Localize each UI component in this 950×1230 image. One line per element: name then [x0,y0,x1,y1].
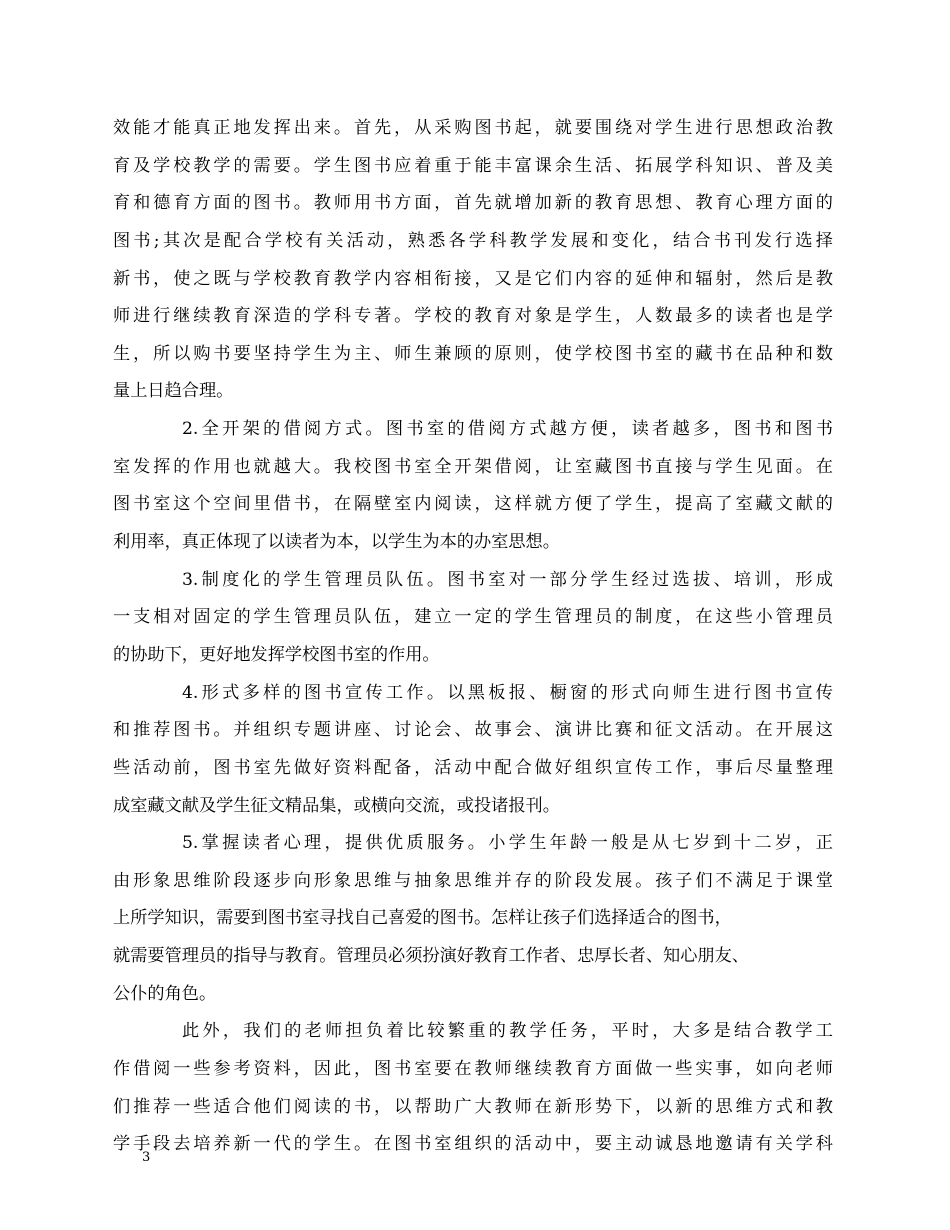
text-line: 育及学校教学的需要。学生图书应着重于能丰富课余生活、拓展学科知识、普及美 [113,155,833,176]
text-line: 上所学知识，需要到图书室寻找自己喜爱的图书。怎样让孩子们选择适合的图书， [113,908,732,929]
text-line: 就需要管理员的指导与教育。管理员必须扮演好教育工作者、忠厚长者、知心朋友、 [113,946,749,967]
text-line: 和推荐图书。并组织专题讲座、讨论会、故事会、演讲比赛和征文活动。在开展这 [113,720,833,741]
text-line: 师进行继续教育深造的学科专著。学校的教育对象是学生，人数最多的读者也是学 [113,306,833,327]
text-line: 效能才能真正地发挥出来。首先，从采购图书起，就要围绕对学生进行思想政治教 [113,118,833,138]
text-line: 些活动前，图书室先做好资料配备，活动中配合做好组织宣传工作，事后尽量整理 [113,757,833,778]
text-line: 量上日趋合理。 [113,381,234,402]
text-line: 们推荐一些适合他们阅读的书，以帮助广大教师在新形势下，以新的思维方式和教 [113,1096,833,1117]
paragraph-first-line: 此外，我们的老师担负着比较繁重的教学任务，平时，大多是结合教学工 [182,1021,833,1042]
text-line: 图书;其次是配合学校有关活动，熟悉各学科教学发展和变化，结合书刊发行选择 [113,230,833,251]
text-line: 一支相对固定的学生管理员队伍，建立一定的学生管理员的制度，在这些小管理员 [113,607,833,628]
text-line: 室发挥的作用也就越大。我校图书室全开架借阅，让室藏图书直接与学生见面。在 [113,456,833,477]
text-line: 生，所以购书要坚持学生为主、师生兼顾的原则，使学校图书室的藏书在品种和数 [113,343,833,364]
text-line: 由形象思维阶段逐步向形象思维与抽象思维并存的阶段发展。孩子们不满足于课堂 [113,870,833,891]
text-line: 成室藏文献及学生征文精品集，或横向交流，或投诸报刊。 [113,795,560,816]
text-line: 的协助下，更好地发挥学校图书室的作用。 [113,644,440,665]
paragraph-first-line: 3.制度化的学生管理员队伍。图书室对一部分学生经过选拔、培训，形成 [182,569,833,590]
page-number: 3 [142,1150,151,1165]
text-line: 新书，使之既与学校教育教学内容相衔接，又是它们内容的延伸和辐射，然后是教 [113,268,833,289]
text-line: 学手段去培养新一代的学生。在图书室组织的活动中，要主动诚恳地邀请有关学科 [113,1134,833,1155]
paragraph-first-line: 5.掌握读者心理，提供优质服务。小学生年龄一般是从七岁到十二岁，正 [182,833,833,854]
body-text [113,110,833,1164]
paragraph-first-line: 4.形式多样的图书宣传工作。以黑板报、橱窗的形式向师生进行图书宣传 [182,682,833,703]
text-line: 图书室这个空间里借书，在隔壁室内阅读，这样就方便了学生，提高了室藏文献的 [113,494,833,515]
text-line: 育和德育方面的图书。教师用书方面，首先就增加新的教育思想、教育心理方面的 [113,193,833,214]
text-line: 利用率，真正体现了以读者为本，以学生为本的办室思想。 [113,532,560,553]
text-line: 公仆的角色。 [113,983,217,1004]
paragraph-first-line: 2.全开架的借阅方式。图书室的借阅方式越方便，读者越多，图书和图书 [182,419,833,440]
text-line: 作借阅一些参考资料，因此，图书室要在教师继续教育方面做一些实事，如向老师 [113,1059,833,1080]
